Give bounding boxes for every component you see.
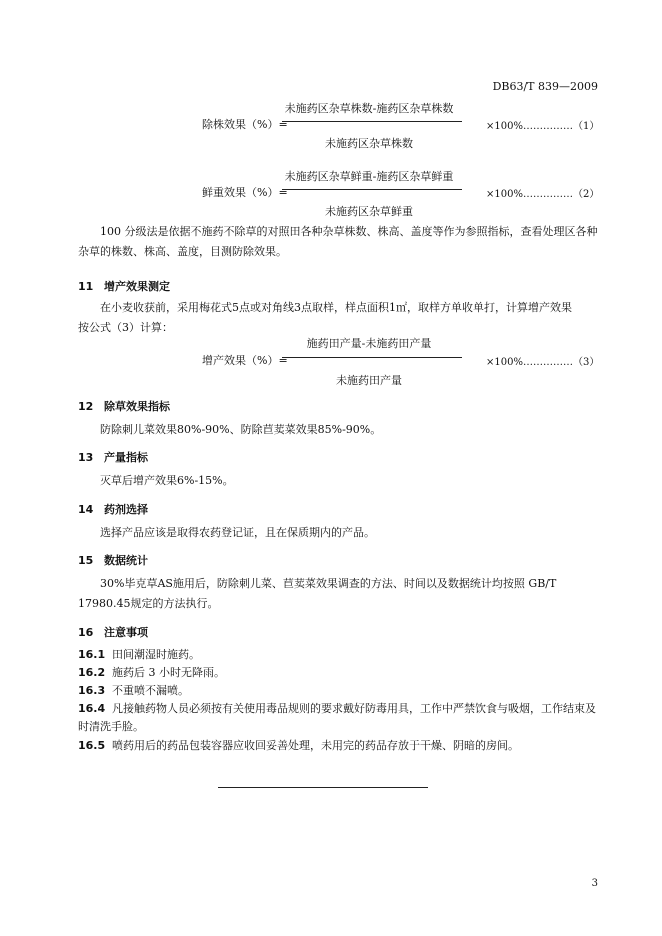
formula-2-suffix: ×100%……………（2） — [486, 189, 600, 200]
section-12-heading — [78, 398, 170, 414]
formula-2-label: 鲜重效果（%）= — [202, 186, 288, 199]
formula-2-denominator: 未施药区杂草鲜重 — [325, 205, 413, 218]
section-15-heading — [78, 552, 148, 568]
yield-method-line-1: 在小麦收获前，采用梅花式5点或对角线3点取样，样点面积1㎡，取样方单收单打，计算增产效果 — [100, 301, 572, 314]
note-16-3 — [78, 682, 600, 700]
yield-method-line-2: 按公式（3）计算： — [78, 321, 173, 334]
end-of-document-rule — [218, 787, 428, 788]
note-16-4 — [78, 700, 600, 736]
statistics-paragraph: 30%毕克草AS施用后，防除刺儿菜、苣荬菜效果调查的方法、时间以及数据统计均按照 GB/T 17980.45规定的方法执行。 — [78, 577, 557, 610]
note-text: 田间潮湿时施药。 — [112, 648, 200, 661]
section-title: 药剂选择 — [104, 503, 148, 516]
section-number: 15 — [78, 554, 94, 567]
formula-3-numerator: 施药田产量-未施药田产量 — [306, 337, 432, 350]
grading-method-paragraph: 100 分级法是依据不施药不除草的对照田各种杂草株数、株高、盖度等作为参照指标，查看处理区各种杂草的株数、株高、盖度，目测防除效果。 — [78, 225, 598, 258]
section-title: 产量指标 — [104, 451, 148, 464]
section-11-heading — [78, 278, 170, 294]
document-code: DB63/T 839—2009 — [492, 80, 598, 93]
section-14-heading — [78, 501, 148, 517]
note-number: 16.5 — [78, 739, 106, 752]
section-title: 注意事项 — [104, 626, 148, 639]
note-text: 施药后 3 小时无降雨。 — [112, 666, 225, 679]
formula-1-label: 除株效果（%）= — [202, 118, 288, 131]
section-16-heading — [78, 624, 148, 640]
note-16-2 — [78, 664, 600, 682]
note-16-1 — [78, 646, 600, 664]
formula-3-fraction-line — [282, 357, 462, 358]
section-number: 13 — [78, 451, 94, 464]
pesticide-selection-text: 选择产品应该是取得农药登记证，且在保质期内的产品。 — [100, 526, 375, 539]
yield-indicator-text: 灭草后增产效果6%-15%。 — [100, 474, 234, 487]
formula-1-suffix: ×100%……………（1） — [486, 121, 600, 132]
section-number: 14 — [78, 503, 94, 516]
note-number: 16.4 — [78, 702, 106, 715]
section-13-heading — [78, 449, 148, 465]
section-number: 16 — [78, 626, 94, 639]
section-number: 11 — [78, 280, 94, 293]
note-text: 不重喷不漏喷。 — [112, 684, 189, 697]
formula-3-denominator: 未施药田产量 — [336, 374, 402, 387]
formula-1-numerator: 未施药区杂草株数-施药区杂草株数 — [284, 102, 454, 115]
section-number: 12 — [78, 400, 94, 413]
formula-3-suffix: ×100%……………（3） — [486, 357, 600, 368]
formula-2-numerator: 未施药区杂草鲜重-施药区杂草鲜重 — [284, 170, 454, 183]
note-number: 16.1 — [78, 648, 106, 661]
weeding-indicator-text: 防除刺儿菜效果80%-90%、防除苣荬菜效果85%-90%。 — [100, 423, 382, 436]
section-title: 数据统计 — [104, 554, 148, 567]
note-text: 喷药用后的药品包装容器应收回妥善处理，未用完的药品存放于干燥、阴暗的房间。 — [112, 739, 519, 752]
formula-1-denominator: 未施药区杂草株数 — [325, 137, 413, 150]
note-16-5 — [78, 737, 600, 755]
section-title: 除草效果指标 — [104, 400, 170, 413]
formula-2-fraction-line — [282, 189, 462, 190]
formula-1-fraction-line — [282, 121, 462, 122]
section-title: 增产效果测定 — [104, 280, 170, 293]
formula-3-label: 增产效果（%）= — [202, 354, 288, 367]
page-number: 3 — [591, 878, 598, 889]
note-text: 凡接触药物人员必须按有关使用毒品规则的要求戴好防毒用具，工作中严禁饮食与吸烟，工作结束及时清洗手脸。 — [78, 702, 596, 733]
note-number: 16.3 — [78, 684, 106, 697]
note-number: 16.2 — [78, 666, 106, 679]
